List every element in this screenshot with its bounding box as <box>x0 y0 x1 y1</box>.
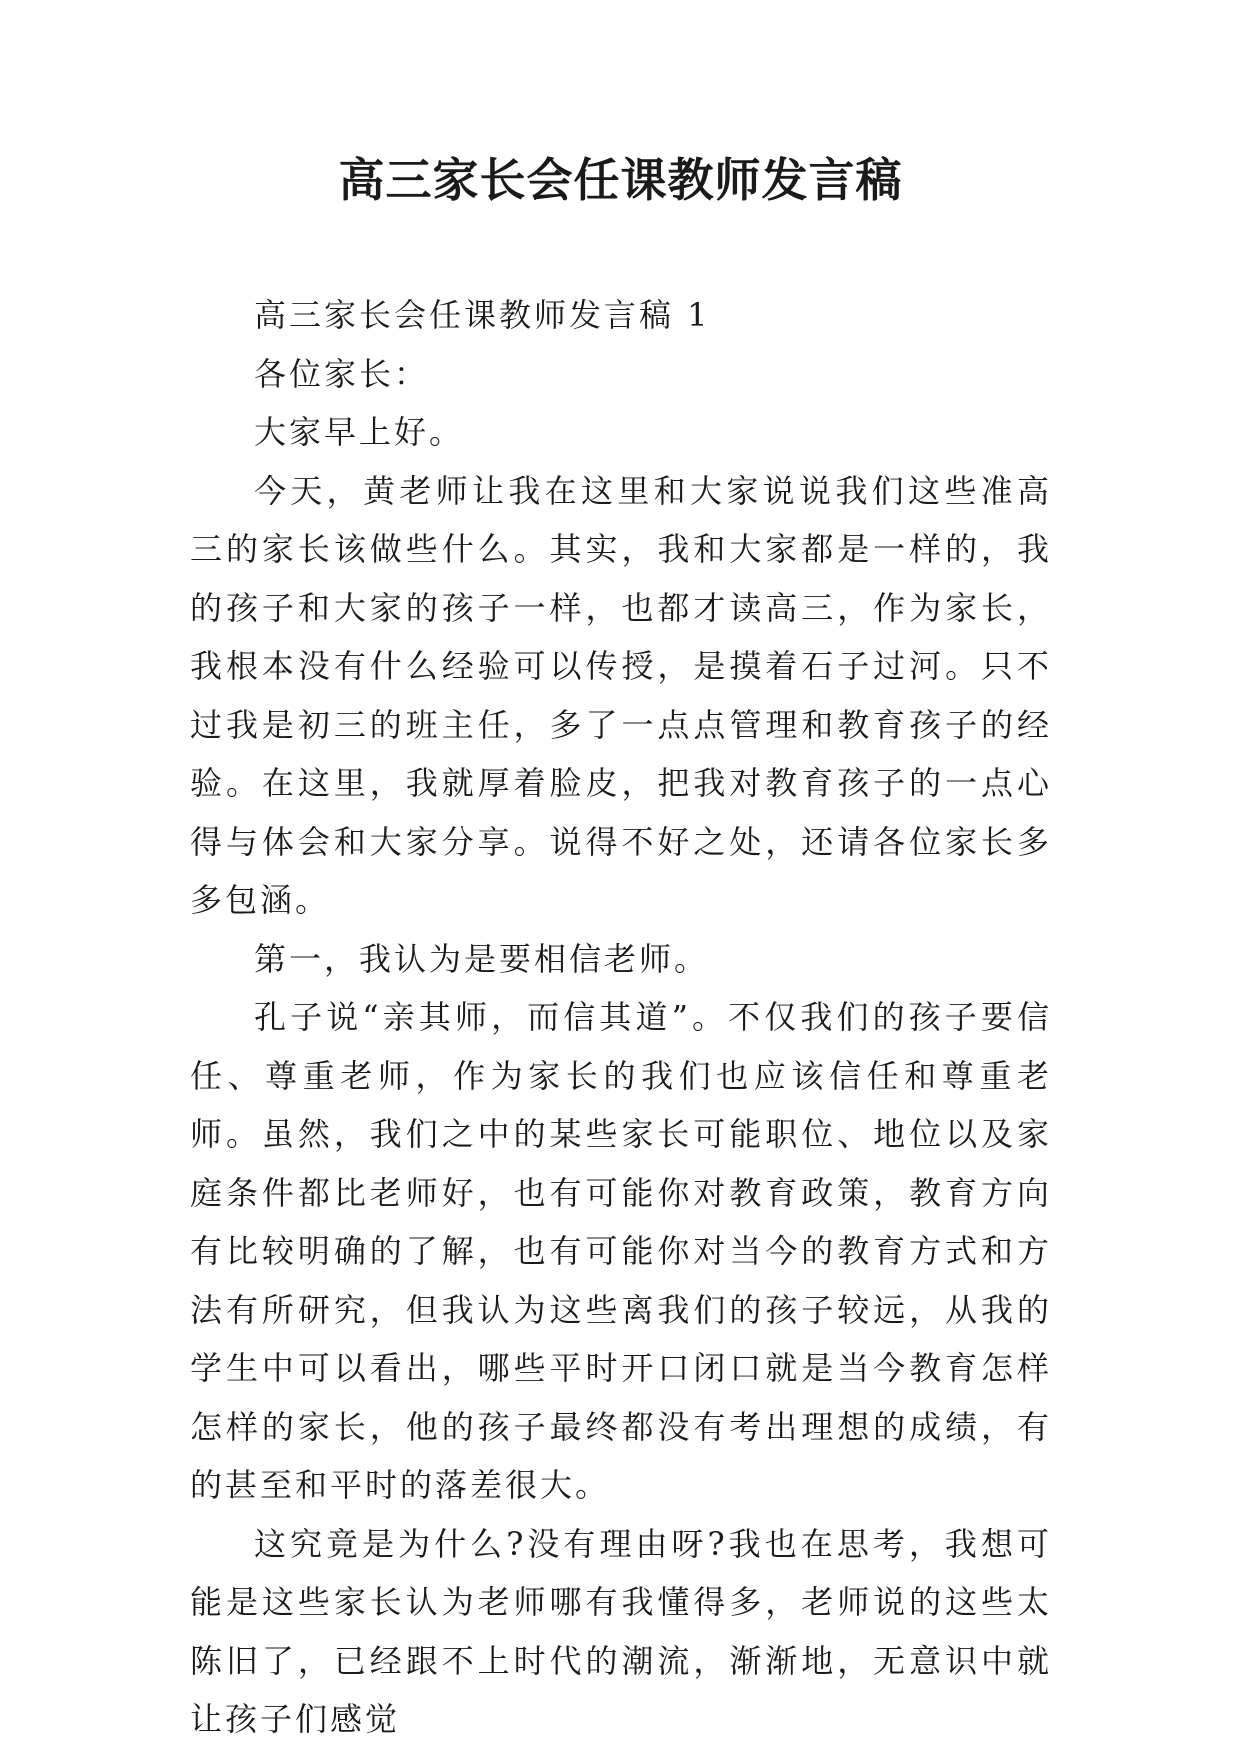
paragraph-greeting: 大家早上好。 <box>254 413 465 451</box>
paragraph-salutation: 各位家长： <box>254 354 430 393</box>
document-body <box>190 286 1052 1749</box>
paragraph: 今天，黄老师让我在这里和大家说说我们这些准高三的家长该做些什么。其实，我和大家都是一样的，我的孩子和大家的孩子一样，也都才读高三，作为家长，我根本没有什么经验可以传授，是摸着石子过河。只不过我是初三的班主任，多了一点点管理和教育孩子的经验。在这里，我就厚着脸皮，把我对教育孩子的一点心得与体会和大家分享。说得不好之处，还请各位家长多多包涵。 <box>190 471 1052 919</box>
paragraph: 孔子说“亲其师，而信其道”。不仅我们的孩子要信任、尊重老师，作为家长的我们也应该信任和尊重老师。虽然，我们之中的某些家长可能职位、地位以及家庭条件都比老师好，也有可能你对教育政策，教育方向有比较明确的了解，也有可能你对当今的教育方式和方法有所研究，但我认为这些离我们的孩子较远，从我的学生中可以看出，哪些平时开口闭口就是当今教育怎样怎样的家长，他的孩子最终都没有考出理想的成绩，有的甚至和平时的落差很大。 <box>190 998 1052 1504</box>
paragraph: 第一，我认为是要相信老师。 <box>254 939 710 978</box>
paragraph: 这究竟是为什么?没有理由呀?我也在思考，我想可能是这些家长认为老师哪有我懂得多，老师说的这些太陈旧了，已经跟不上时代的潮流，渐渐地，无意识中就让孩子们感觉 <box>190 1524 1052 1738</box>
document-title: 高三家长会任课教师发言稿 <box>338 153 903 207</box>
paragraph-heading: 高三家长会任课教师发言稿 1 <box>254 296 711 334</box>
